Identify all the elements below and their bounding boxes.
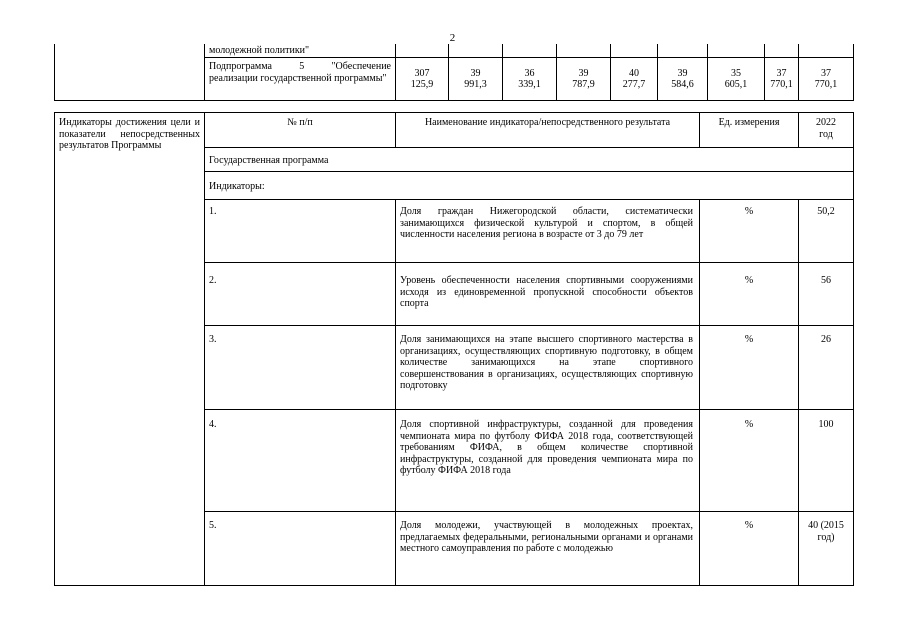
- indicators-label: Индикаторы:: [204, 171, 854, 200]
- empty-cell: [657, 44, 708, 58]
- indicator-value: 50,2: [798, 199, 854, 263]
- empty-label-cell: [54, 44, 205, 101]
- subprogram-label: Подпрограмма 5 "Обеспечение реализации государственной программы": [204, 57, 396, 101]
- empty-cell: [395, 44, 449, 58]
- finance-value: 39 991,3: [448, 57, 503, 101]
- indicator-unit: %: [699, 409, 799, 512]
- empty-cell: [556, 44, 611, 58]
- indicator-name: Доля молодежи, участвующей в молодежных проектах, предлагаемых федеральными, региональными органами и органами местного самоуправления по работе с молодежью: [395, 511, 700, 586]
- finance-value: 307 125,9: [395, 57, 449, 101]
- indicator-unit: %: [699, 262, 799, 326]
- indicator-value: 100: [798, 409, 854, 512]
- finance-value: 37 770,1: [764, 57, 799, 101]
- indicator-name: Уровень обеспеченности населения спортивными сооружениями исходя из единовременной пропускной способности объектов спорта: [395, 262, 700, 326]
- indicator-num: 4.: [204, 409, 396, 512]
- indicator-name: Доля спортивной инфраструктуры, созданной для проведения чемпионата мира по футболу ФИФА 2018 года, соответствующей требованиям ФИФА, в общем количестве спортивной инфраструктуры, созданной для проведения чемпионата мира по футболу ФИФА 2018 года: [395, 409, 700, 512]
- header-name: Наименование индикатора/непосредственного результата: [395, 112, 700, 148]
- finance-value: 35 605,1: [707, 57, 765, 101]
- empty-cell: [764, 44, 799, 58]
- finance-value: 39 584,6: [657, 57, 708, 101]
- indicator-num: 5.: [204, 511, 396, 586]
- indicator-value: 56: [798, 262, 854, 326]
- continued-text: молодежной политики": [204, 44, 396, 58]
- indicator-name: Доля занимающихся на этапе высшего спортивного мастерства в организациях, осуществляющих спортивную подготовку, в общем количестве занимающихся на этапе спортивного совершенствования в организациях, осуществляющих спортивную подготовку: [395, 325, 700, 410]
- program-title: Государственная программа: [204, 147, 854, 172]
- header-year: 2022 год: [798, 112, 854, 148]
- finance-value: 39 787,9: [556, 57, 611, 101]
- header-num: № п/п: [204, 112, 396, 148]
- finance-value: 36 339,1: [502, 57, 557, 101]
- finance-value: 37 770,1: [798, 57, 854, 101]
- indicator-num: 3.: [204, 325, 396, 410]
- empty-cell: [610, 44, 658, 58]
- indicator-num: 1.: [204, 199, 396, 263]
- indicator-unit: %: [699, 325, 799, 410]
- page-number: 2: [449, 32, 456, 44]
- indicators-row-label: Индикаторы достижения цели и показатели непосредственных результатов Программы: [54, 112, 205, 586]
- header-unit: Ед. измерения: [699, 112, 799, 148]
- indicator-value: 40 (2015 год): [798, 511, 854, 586]
- indicator-value: 26: [798, 325, 854, 410]
- indicator-num: 2.: [204, 262, 396, 326]
- empty-cell: [798, 44, 854, 58]
- indicator-unit: %: [699, 511, 799, 586]
- finance-value: 40 277,7: [610, 57, 658, 101]
- indicator-unit: %: [699, 199, 799, 263]
- program-passport-table: [55, 44, 854, 586]
- empty-cell: [707, 44, 765, 58]
- empty-cell: [448, 44, 503, 58]
- empty-cell: [502, 44, 557, 58]
- indicator-name: Доля граждан Нижегородской области, систематически занимающихся физической культурой и спортом, в общей численности населения региона в возрасте от 3 до 79 лет: [395, 199, 700, 263]
